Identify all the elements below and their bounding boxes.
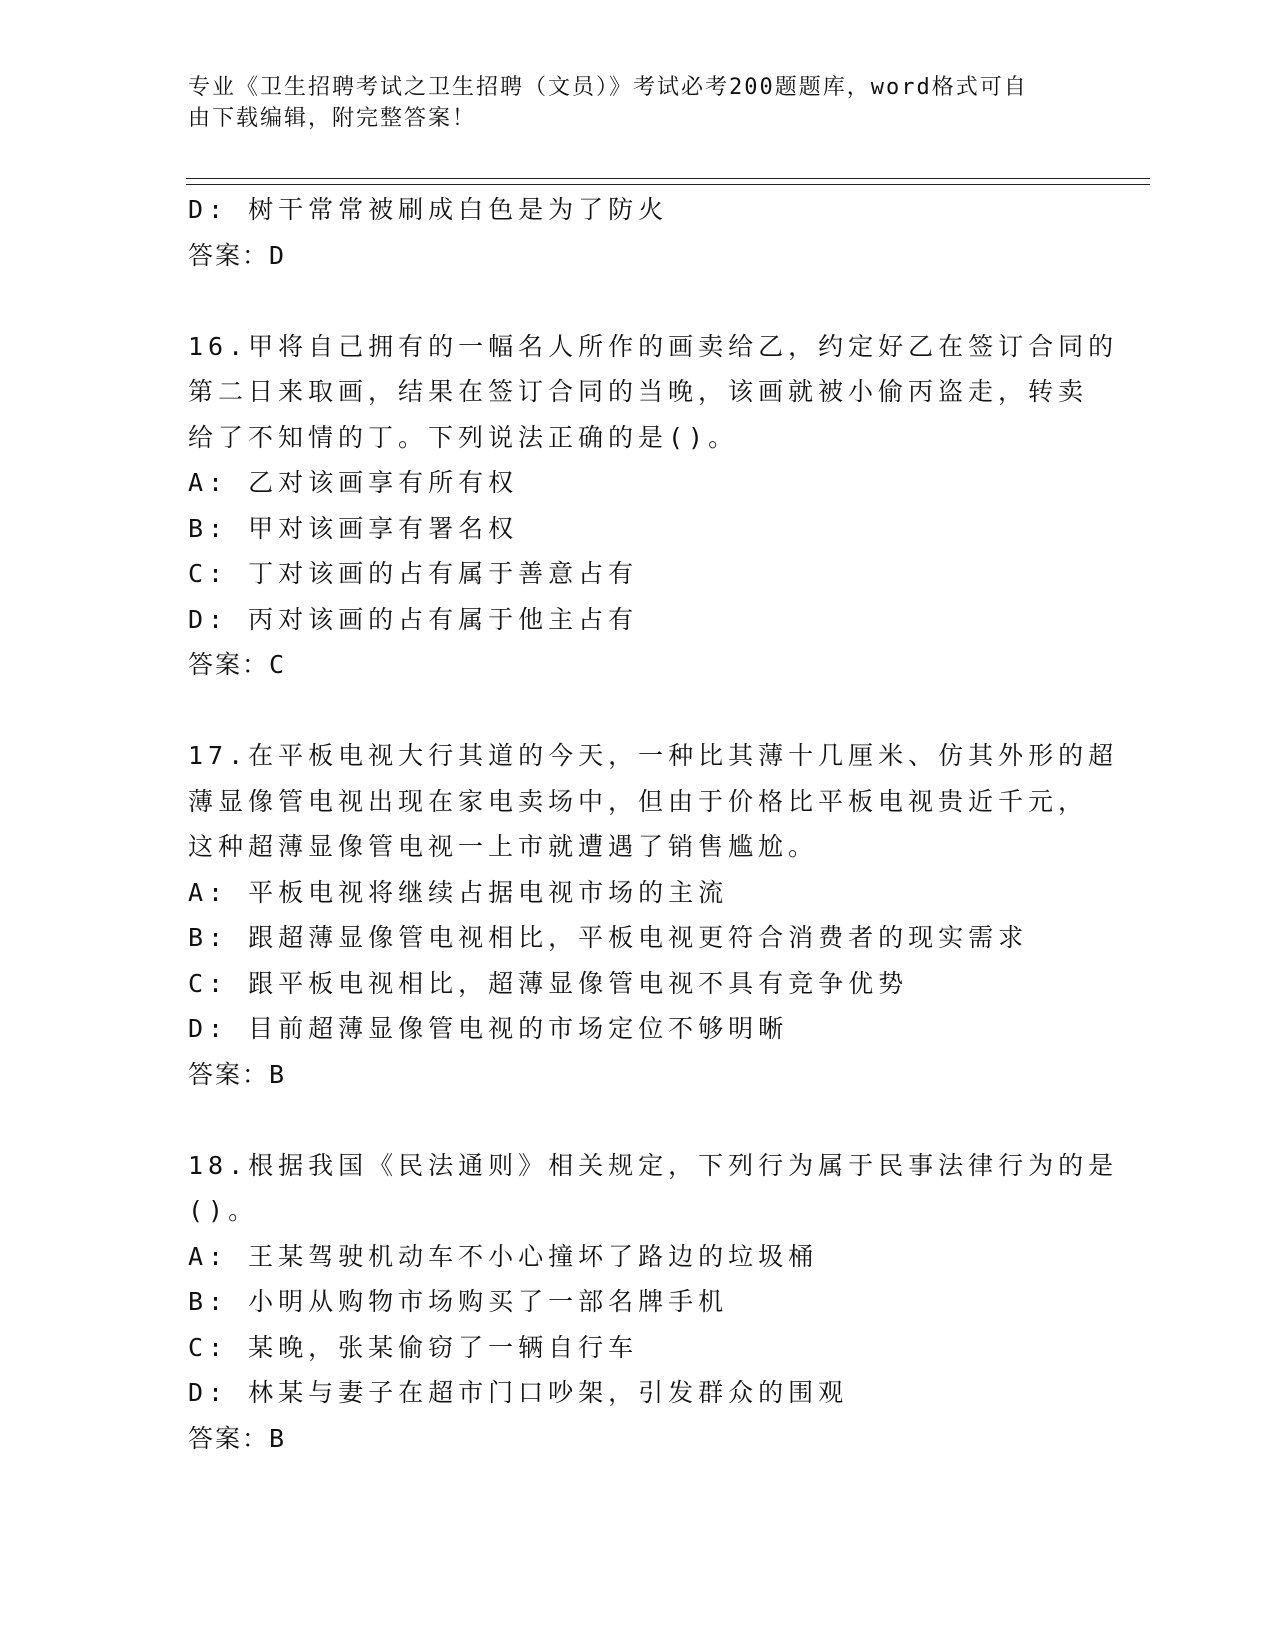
option-d: D: 树干常常被刷成白色是为了防火 bbox=[188, 195, 669, 224]
header-divider bbox=[186, 178, 1150, 185]
option-d: D: 目前超薄显像管电视的市场定位不够明晰 bbox=[188, 1014, 789, 1043]
option-a: A: 王某驾驶机动车不小心撞坏了路边的垃圾桶 bbox=[188, 1241, 819, 1271]
spacer bbox=[188, 278, 1088, 324]
question-stem: 16.甲将自己拥有的一幅名人所作的画卖给乙，约定好乙在签订合同的 bbox=[188, 331, 1119, 361]
answer: 答案：C bbox=[188, 650, 287, 679]
question-stem: 17.在平板电视大行其道的今天，一种比其薄十几厘米、仿其外形的超 bbox=[188, 741, 1119, 770]
question-18 bbox=[188, 1143, 1119, 1462]
answer: 答案：B bbox=[188, 1059, 287, 1089]
option-d: D: 林某与妻子在超市门口吵架，引发群众的围观 bbox=[188, 1378, 849, 1407]
question-stem: 这种超薄显像管电视一上市就遭遇了销售尴尬。 bbox=[188, 832, 819, 861]
option-d: D: 丙对该画的占有属于他主占有 bbox=[188, 604, 639, 634]
option-c: C: 某晚，张某偷窃了一辆自行车 bbox=[188, 1332, 639, 1362]
option-c: C: 跟平板电视相比，超薄显像管电视不具有竞争优势 bbox=[188, 968, 909, 998]
answer: 答案：B bbox=[188, 1423, 287, 1453]
question-stem: 薄显像管电视出现在家电卖场中，但由于价格比平板电视贵近千元， bbox=[188, 786, 1089, 816]
header-line-2: 由下载编辑，附完整答案！ bbox=[188, 106, 477, 131]
option-b: B: 小明从购物市场购买了一部名牌手机 bbox=[188, 1287, 729, 1316]
spacer bbox=[188, 688, 1088, 734]
question-stem: 给了不知情的丁。下列说法正确的是()。 bbox=[188, 422, 739, 452]
answer: 答案：D bbox=[188, 240, 287, 270]
question-stem: 18.根据我国《民法通则》相关规定，下列行为属于民事法律行为的是 bbox=[188, 1150, 1119, 1180]
question-17 bbox=[188, 733, 1119, 1097]
question-16 bbox=[188, 324, 1119, 688]
option-b: B: 跟超薄显像管电视相比，平板电视更符合消费者的现实需求 bbox=[188, 923, 1029, 952]
option-a: A: 乙对该画享有所有权 bbox=[188, 468, 519, 497]
question-15-tail bbox=[188, 187, 1088, 278]
question-stem: ()。 bbox=[188, 1196, 259, 1225]
option-b: B: 甲对该画享有署名权 bbox=[188, 513, 519, 543]
option-a: A: 平板电视将继续占据电视市场的主流 bbox=[188, 877, 729, 907]
document-header bbox=[188, 72, 1088, 134]
option-c: C: 丁对该画的占有属于善意占有 bbox=[188, 559, 639, 588]
header-line-1: 专业《卫生招聘考试之卫生招聘（文员）》考试必考200题题库，word格式可自 bbox=[188, 75, 1028, 100]
spacer bbox=[188, 1097, 1088, 1143]
question-list bbox=[188, 187, 1119, 1461]
question-stem: 第二日来取画，结果在签订合同的当晚，该画就被小偷丙盗走，转卖 bbox=[188, 377, 1089, 406]
